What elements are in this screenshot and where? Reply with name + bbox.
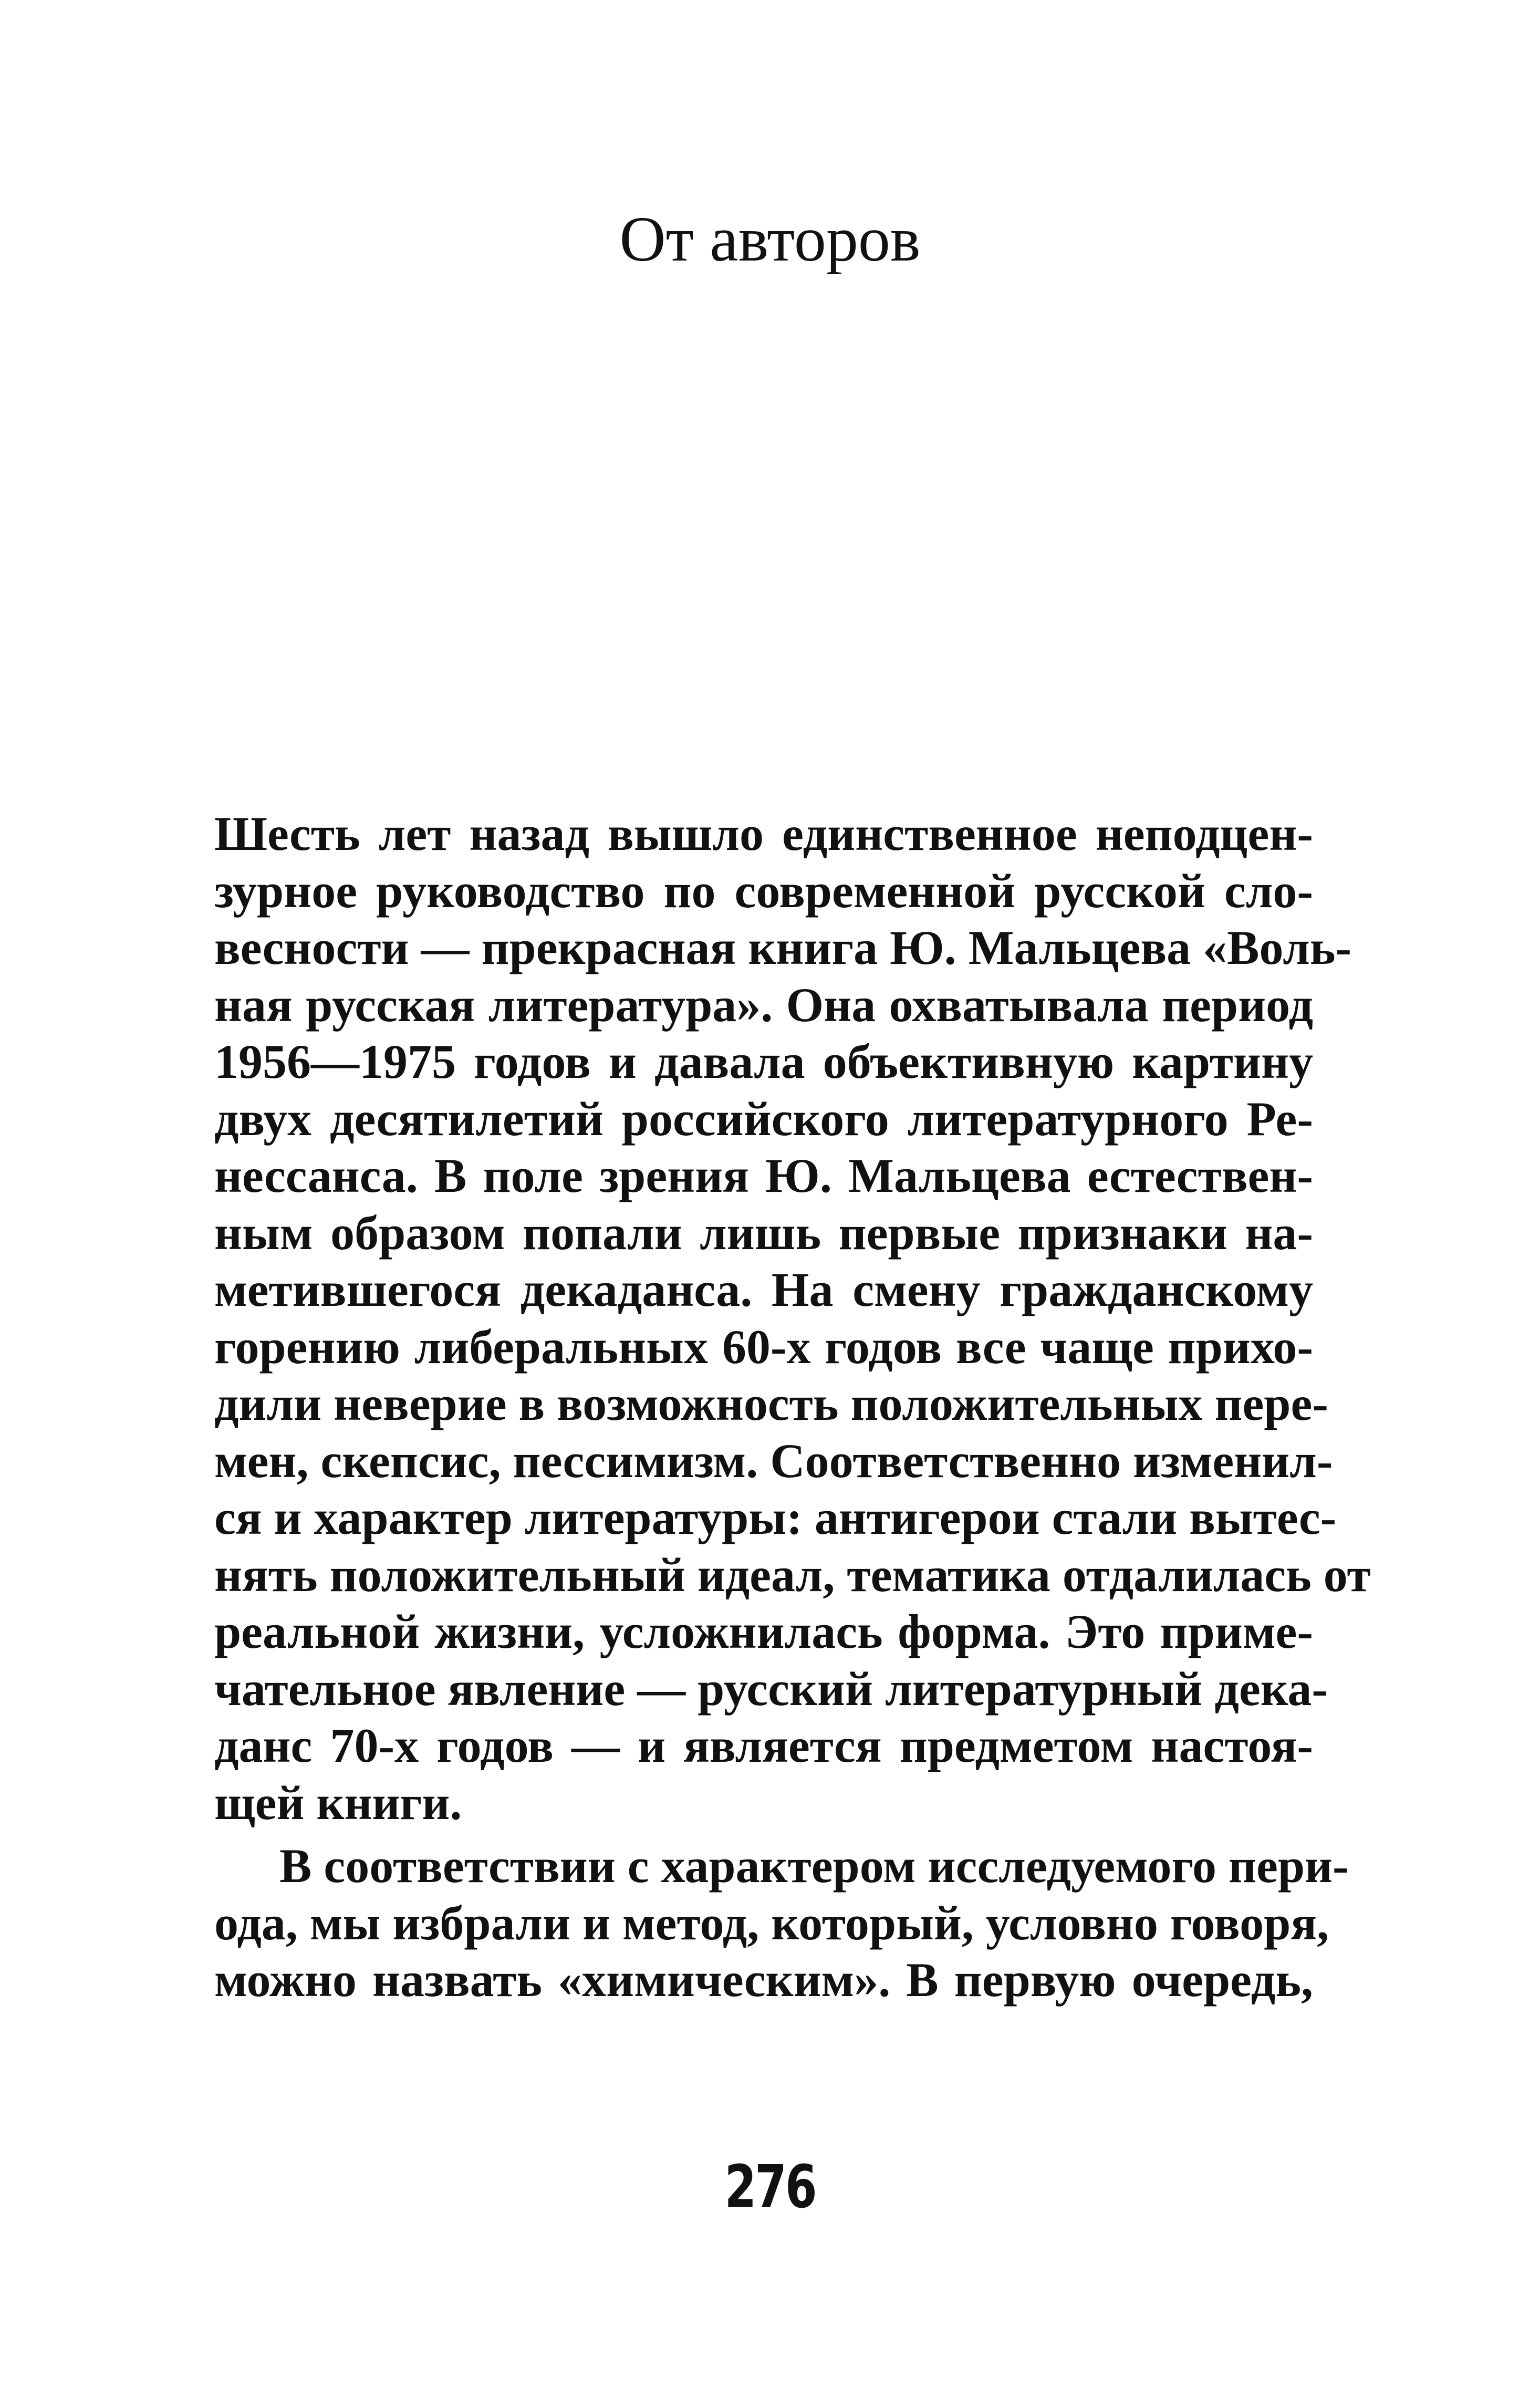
text-line: нять положительный идеал, тематика отдалилась от bbox=[214, 1547, 1371, 1602]
chapter-title: От авторов bbox=[619, 204, 921, 275]
text-line: Шесть лет назад вышло единственное неподцен- bbox=[214, 807, 1313, 860]
text-line: мен, скепсис, пессимизм. Соответственно изменил- bbox=[214, 1433, 1333, 1488]
text-line: нессанса. В поле зрения Ю. Мальцева естествен- bbox=[214, 1149, 1313, 1202]
text-line: ным образом попали лишь первые признаки на- bbox=[214, 1206, 1313, 1260]
text-line: весности — прекрасная книга Ю. Мальцева «Воль- bbox=[214, 921, 1352, 974]
page-number: 276 bbox=[724, 2153, 816, 2221]
paragraph-gap bbox=[214, 1831, 1313, 1837]
paragraph-2 bbox=[214, 1837, 1349, 2009]
text-line: В соответствии с характером исследуемого пери- bbox=[279, 1839, 1349, 1893]
text-line: зурное руководство по современной русской сло- bbox=[214, 864, 1313, 918]
text-line: метившегося декаданса. На смену гражданскому bbox=[214, 1263, 1313, 1316]
paragraph-1 bbox=[214, 805, 1371, 1831]
text-line: двух десятилетий российского литературного Ре- bbox=[214, 1092, 1313, 1146]
text-line: дили неверие в возможность положительных пере- bbox=[214, 1377, 1328, 1430]
text-line: данс 70-х годов — и является предметом настоя- bbox=[214, 1719, 1313, 1772]
text-line: чательное явление — русский литературный дека- bbox=[214, 1661, 1328, 1716]
body-text bbox=[214, 805, 1371, 2009]
text-line: 1956—1975 годов и давала объективную картину bbox=[214, 1035, 1313, 1088]
text-line: щей книги. bbox=[214, 1775, 462, 1830]
text-line: ся и характер литературы: антигерои стали вытес- bbox=[214, 1491, 1337, 1544]
text-line: ная русская литература». Она охватывала период bbox=[214, 978, 1313, 1032]
text-line: можно назвать «химическим». В первую очередь, bbox=[214, 1953, 1313, 2007]
text-line: ода, мы избрали и метод, который, условно говоря, bbox=[214, 1896, 1329, 1950]
text-line: реальной жизни, усложнилась форма. Это приме- bbox=[214, 1605, 1313, 1658]
text-line: горению либеральных 60-х годов все чаще прихо- bbox=[214, 1319, 1313, 1374]
